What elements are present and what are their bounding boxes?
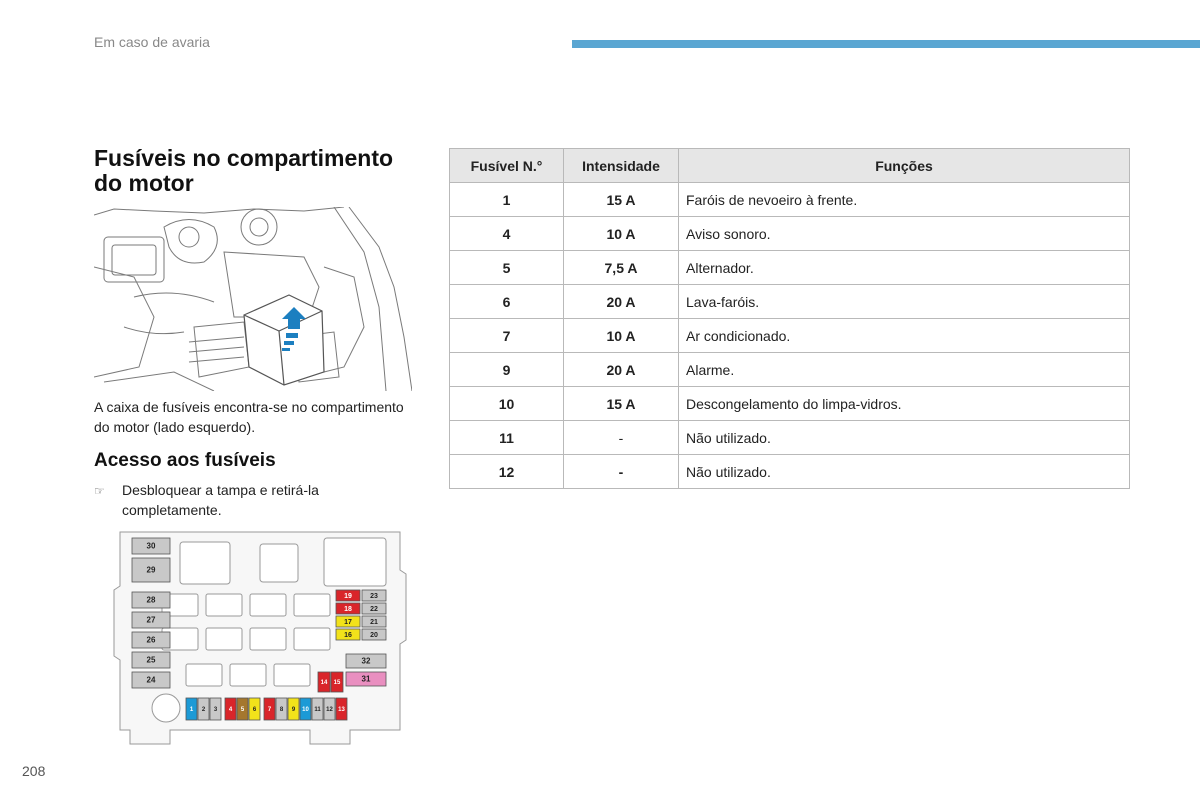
svg-text:8: 8 [279, 707, 284, 713]
fuse-table [449, 148, 1130, 489]
function-cell: Não utilizado. [679, 421, 1130, 455]
fuse-number-cell: 6 [450, 285, 564, 319]
svg-text:16: 16 [344, 631, 352, 639]
svg-text:14: 14 [320, 680, 328, 686]
table-row [450, 183, 1130, 217]
svg-text:7: 7 [267, 707, 272, 713]
page-number: 208 [22, 763, 46, 779]
intensity-cell: 20 A [564, 285, 679, 319]
fuse-6 [249, 698, 260, 720]
function-cell: Lava-faróis. [679, 285, 1130, 319]
svg-text:26: 26 [146, 635, 156, 645]
svg-text:30: 30 [146, 541, 156, 551]
intensity-cell: - [564, 421, 679, 455]
function-cell: Faróis de nevoeiro à frente. [679, 183, 1130, 217]
fuse-number-cell: 12 [450, 455, 564, 489]
table-row [450, 421, 1130, 455]
fuse-21 [362, 616, 386, 627]
header-accent-bar [572, 40, 1200, 48]
table-header-row [450, 149, 1130, 183]
intensity-cell: 20 A [564, 353, 679, 387]
fuse-23 [362, 590, 386, 601]
svg-text:12: 12 [326, 707, 333, 713]
svg-text:10: 10 [302, 707, 309, 713]
table-row [450, 387, 1130, 421]
svg-text:25: 25 [146, 655, 156, 665]
svg-text:18: 18 [344, 605, 352, 613]
fuse-14 [318, 672, 330, 692]
fuse-12 [324, 698, 335, 720]
intensity-cell: 15 A [564, 387, 679, 421]
table-row [450, 353, 1130, 387]
column-header-functions: Funções [679, 149, 1130, 183]
fuse-16 [336, 629, 360, 640]
fuse-17 [336, 616, 360, 627]
section-title: Fusíveis no compartimento do motor [94, 145, 394, 196]
fuse-11 [312, 698, 323, 720]
intensity-cell: 7,5 A [564, 251, 679, 285]
fuse-number-cell: 10 [450, 387, 564, 421]
svg-text:1: 1 [189, 707, 194, 713]
svg-text:21: 21 [370, 618, 378, 626]
fuse-29 [132, 558, 170, 582]
table-row [450, 319, 1130, 353]
fuse-28 [132, 592, 170, 608]
table-row [450, 217, 1130, 251]
fuse-18 [336, 603, 360, 614]
svg-text:29: 29 [146, 565, 156, 575]
fuse-number-cell: 11 [450, 421, 564, 455]
fuse-4 [225, 698, 236, 720]
fuse-1 [186, 698, 197, 720]
svg-text:15: 15 [333, 680, 341, 686]
svg-text:20: 20 [370, 631, 378, 639]
column-header-intensity: Intensidade [564, 149, 679, 183]
svg-text:28: 28 [146, 595, 156, 605]
fuse-number-cell: 7 [450, 319, 564, 353]
engine-caption: A caixa de fusíveis encontra-se no compartimento do motor (lado esquerdo). [94, 399, 404, 435]
fuse-2 [198, 698, 209, 720]
table-row [450, 251, 1130, 285]
fuse-9 [288, 698, 299, 720]
hand-pointer-icon: ☞ [94, 484, 105, 498]
column-header-fuse-number: Fusível N.° [450, 149, 564, 183]
fuse-box-diagram [110, 530, 410, 750]
svg-text:27: 27 [146, 615, 156, 625]
fuse-number-cell: 9 [450, 353, 564, 387]
intensity-cell: 15 A [564, 183, 679, 217]
function-cell: Alternador. [679, 251, 1130, 285]
svg-text:32: 32 [361, 656, 371, 666]
svg-text:13: 13 [338, 707, 345, 713]
fuse-5 [237, 698, 248, 720]
function-cell: Descongelamento do limpa-vidros. [679, 387, 1130, 421]
fuse-20 [362, 629, 386, 640]
function-cell: Ar condicionado. [679, 319, 1130, 353]
function-cell: Aviso sonoro. [679, 217, 1130, 251]
fuse-number-cell: 1 [450, 183, 564, 217]
table-row [450, 285, 1130, 319]
fuse-10 [300, 698, 311, 720]
svg-text:9: 9 [291, 707, 296, 713]
fuse-31 [346, 672, 386, 686]
svg-text:19: 19 [344, 592, 352, 600]
fuse-number-cell: 5 [450, 251, 564, 285]
intensity-cell: 10 A [564, 319, 679, 353]
step-instruction [94, 480, 394, 520]
svg-text:31: 31 [361, 674, 371, 684]
svg-text:4: 4 [228, 707, 233, 713]
svg-text:6: 6 [252, 707, 257, 713]
fuse-24 [132, 672, 170, 688]
function-cell: Não utilizado. [679, 455, 1130, 489]
fuse-27 [132, 612, 170, 628]
fuse-19 [336, 590, 360, 601]
function-cell: Alarme. [679, 353, 1130, 387]
fuse-number-cell: 4 [450, 217, 564, 251]
intensity-cell: 10 A [564, 217, 679, 251]
svg-text:3: 3 [213, 707, 218, 713]
access-subtitle: Acesso aos fusíveis [94, 450, 276, 471]
fuse-13 [336, 698, 347, 720]
fuse-25 [132, 652, 170, 668]
fuse-8 [276, 698, 287, 720]
intensity-cell: - [564, 455, 679, 489]
running-head: Em caso de avaria [94, 34, 210, 50]
fuse-22 [362, 603, 386, 614]
table-row [450, 455, 1130, 489]
svg-text:23: 23 [370, 592, 378, 600]
step-text: Desbloquear a tampa e retirá-la completamente. [122, 482, 319, 518]
svg-text:2: 2 [201, 707, 206, 713]
fuse-32 [346, 654, 386, 668]
svg-text:22: 22 [370, 605, 378, 613]
svg-text:17: 17 [344, 618, 352, 626]
svg-text:5: 5 [240, 707, 245, 713]
svg-text:11: 11 [314, 707, 321, 713]
fuse-30 [132, 538, 170, 554]
fuse-15 [331, 672, 343, 692]
fuse-26 [132, 632, 170, 648]
svg-text:24: 24 [146, 675, 156, 685]
engine-compartment-illustration [94, 207, 412, 391]
fuse-7 [264, 698, 275, 720]
fuse-3 [210, 698, 221, 720]
